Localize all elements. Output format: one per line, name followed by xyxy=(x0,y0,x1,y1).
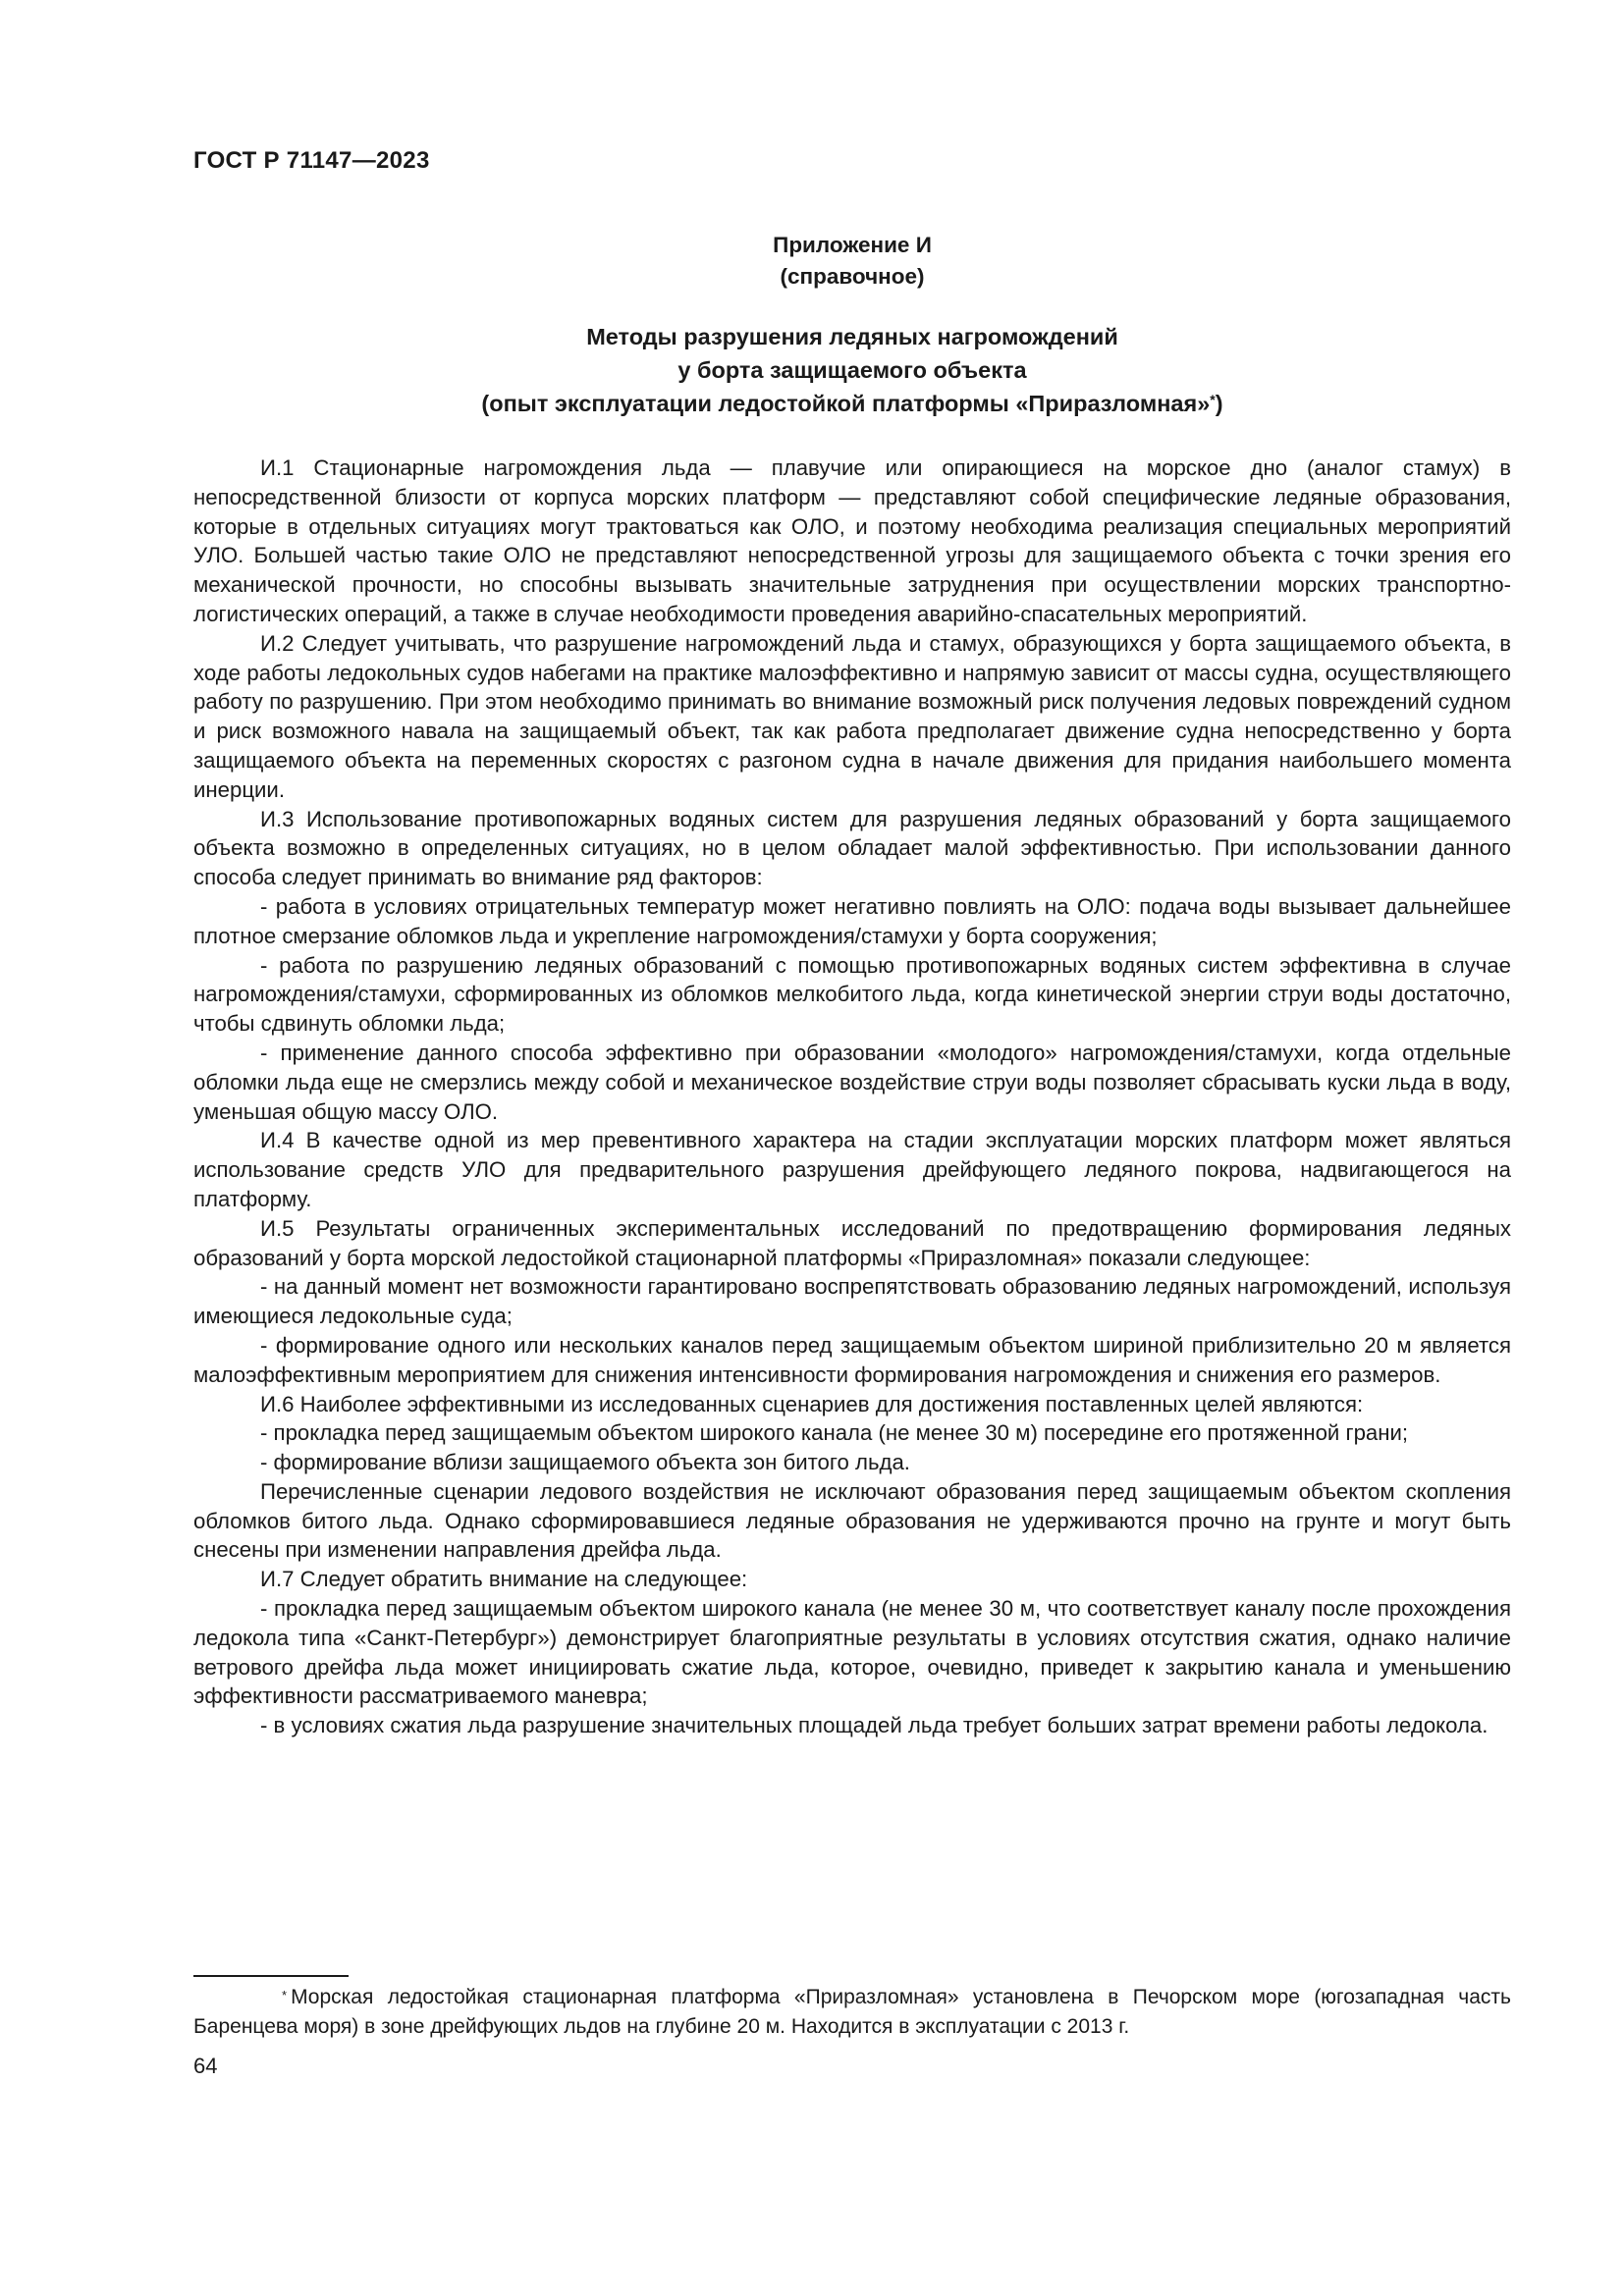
paragraph: Перечисленные сценарии ледового воздействия не исключают образования перед защищаемым объектом скопления обломков битого льда. Однако сформировавшиеся ледяные образования не удерживаются прочно на грунте и могут быть снесены при изменении направления дрейфа льда. xyxy=(193,1478,1511,1563)
list-item: - прокладка перед защищаемым объектом широкого канала (не менее 30 м, что соответствует каналу после прохождения ледокола типа «Санкт-Петербург») демонстрирует благоприятные результаты в условиях отсутствия сжатия, однако наличие ветрового дрейфа льда может инициировать сжатие льда, которое, очевидно, приведет к закрытию канала и уменьшению эффективности рассматриваемого маневра; xyxy=(193,1596,1511,1709)
list-item: - формирование вблизи защищаемого объекта зон битого льда. xyxy=(260,1450,910,1475)
footnote xyxy=(193,1983,1511,2042)
title-line-2: у борта защищаемого объекта xyxy=(677,357,1027,383)
list-item: - работа по разрушению ледяных образований с помощью противопожарных водяных систем эффективна в случае нагромождения/стамухи, сформированных из обломков мелкобитого льда, когда кинетической энергии струи воды достаточно, чтобы сдвинуть обломки льда; xyxy=(193,952,1511,1037)
footnote-divider xyxy=(193,1975,349,1977)
list-item: - в условиях сжатия льда разрушение значительных площадей льда требует больших затрат времени работы ледокола. xyxy=(260,1713,1489,1738)
title-line-1: Методы разрушения ледяных нагромождений xyxy=(586,324,1118,349)
paragraph: И.3 Использование противопожарных водяных систем для разрушения ледяных образований у борта защищаемого объекта возможно в определенных ситуациях, но в целом обладает малой эффективностью. При использовании данного способа следует принимать во внимание ряд факторов: xyxy=(193,806,1511,890)
title-line-3 xyxy=(193,387,1511,420)
paragraph: И.6 Наиболее эффективными из исследованных сценариев для достижения поставленных целей являются: xyxy=(260,1391,1364,1416)
paragraph: И.7 Следует обратить внимание на следующее: xyxy=(260,1567,748,1592)
page-number: 64 xyxy=(193,2054,218,2078)
footnote-text: Морская ледостойкая стационарная платформа «Приразломная» установлена в Печорском море (югозападная часть Баренцева моря) в зоне дрейфующих льдов на глубине 20 м. Находится в эксплуатации с 2013 г. xyxy=(193,1986,1511,2038)
paragraph: И.5 Результаты ограниченных экспериментальных исследований по предотвращению формирования ледяных образований у борта морской ледостойкой стационарной платформы «Приразломная» показали следующее: xyxy=(193,1215,1511,1270)
list-item: - работа в условиях отрицательных температур может негативно повлиять на ОЛО: подача воды вызывает дальнейшее плотное смерзание обломков льда и укрепление нагромождения/стамухи у борта сооружения; xyxy=(193,893,1511,948)
title-line-3-end: ) xyxy=(1215,391,1223,416)
footnote-mark: * xyxy=(282,1988,288,2002)
appendix-label: Приложение И xyxy=(773,233,932,257)
paragraph: И.4 В качестве одной из мер превентивного характера на стадии эксплуатации морских платформ может являться использование средств УЛО для предварительного разрушения дрейфующего ледяного покрова, надвигающегося на платформу. xyxy=(193,1128,1511,1211)
list-item: - на данный момент нет возможности гарантировано воспрепятствовать образованию ледяных нагромождений, используя имеющиеся ледокольные суда; xyxy=(193,1274,1511,1329)
paragraph: И.1 Стационарные нагромождения льда — плавучие или опирающиеся на морское дно (аналог стамух) в непосредственной близости от корпуса морских платформ — представляют собой специфические ледяные образования, которые в отдельных ситуациях могут трактоваться как ОЛО, и поэтому необходима реализация специальных мероприятий УЛО. Большей частью такие ОЛО не представляют непосредственной угрозы для защищаемого объекта с точки зрения его механической прочности, но способны вызывать значительные затруднения при осуществлении морских транспортно-логистических операций, а также в случае необходимости проведения аварийно-спасательных мероприятий. xyxy=(193,455,1511,626)
list-item: - прокладка перед защищаемым объектом широкого канала (не менее 30 м) посередине его протяженной грани; xyxy=(260,1420,1409,1446)
appendix-title xyxy=(193,320,1511,420)
list-item: - формирование одного или нескольких каналов перед защищаемым объектом шириной приблизительно 20 м является малоэффективным мероприятием для снижения интенсивности формирования нагромождения и снижения его размеров. xyxy=(193,1332,1511,1387)
title-line-3-text: (опыт эксплуатации ледостойкой платформы «Приразломная» xyxy=(481,391,1211,416)
footnote-reference: * xyxy=(1210,392,1216,407)
body-text xyxy=(193,454,1511,1740)
document-code: ГОСТ Р 71147—2023 xyxy=(193,147,430,174)
appendix-kind: (справочное) xyxy=(780,264,925,289)
list-item: - применение данного способа эффективно при образовании «молодого» нагромождения/стамухи, когда отдельные обломки льда еще не смерзлись между собой и механическое воздействие струи воды позволяет сбрасывать куски льда в воду, уменьшая общую массу ОЛО. xyxy=(193,1040,1511,1124)
paragraph: И.2 Следует учитывать, что разрушение нагромождений льда и стамух, образующихся у борта защищаемого объекта, в ходе работы ледокольных судов набегами на практике малоэффективно и напрямую зависит от массы судна, осуществляющего работу по разрушению. При этом необходимо принимать во внимание возможный риск получения ледовых повреждений судном и риск возможного навала на защищаемый объект, так как работа предполагает движение судна непосредственно у борта защищаемого объекта на переменных скоростях с разгоном судна в начале движения для придания наибольшего момента инерции. xyxy=(193,630,1511,802)
